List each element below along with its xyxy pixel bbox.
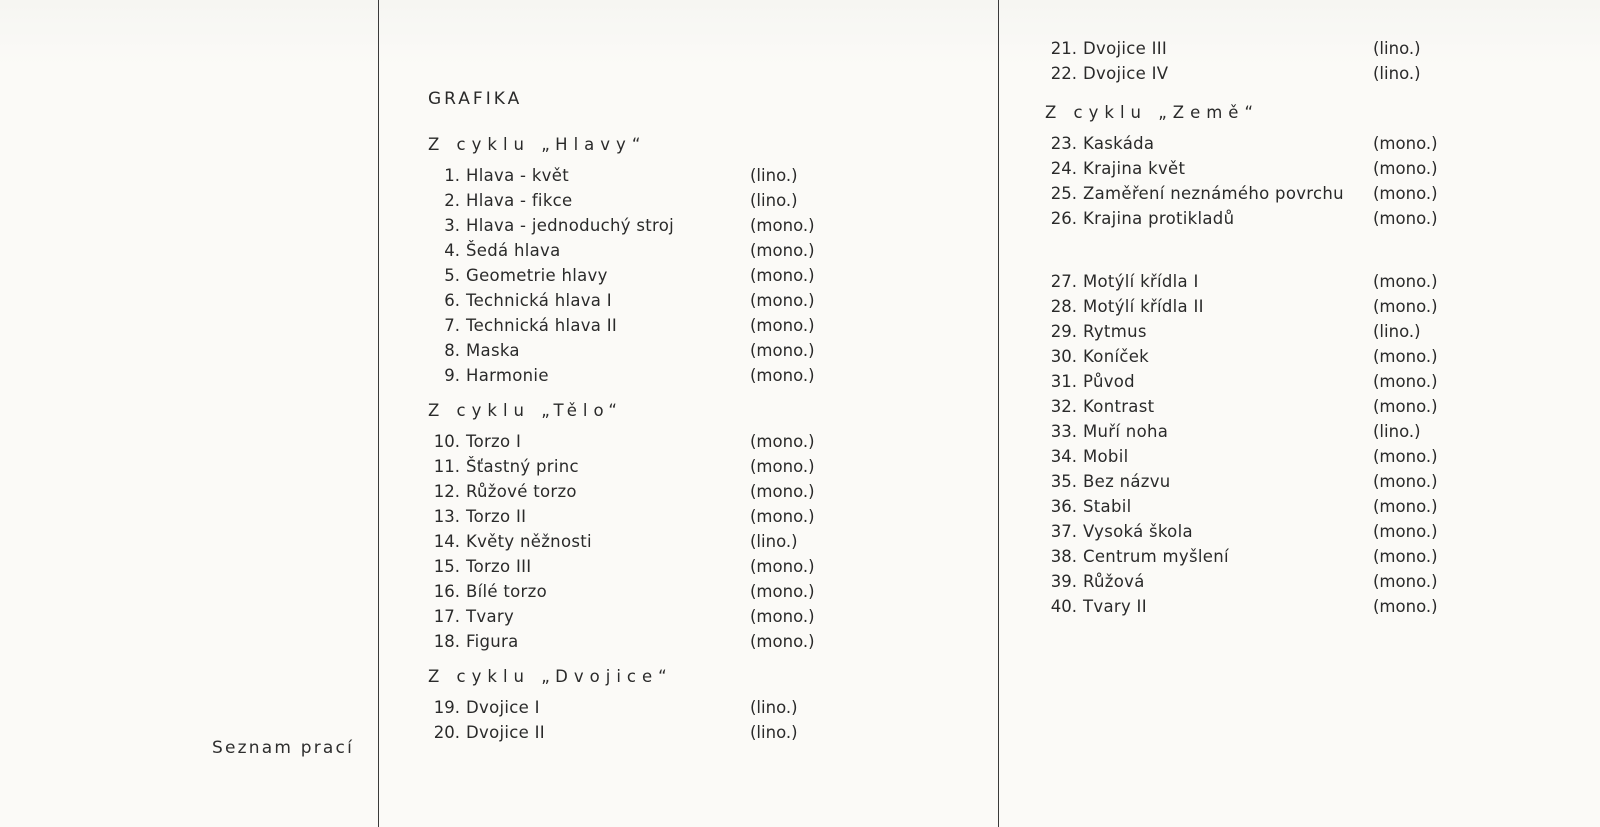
work-technique: (lino.) (1373, 322, 1421, 341)
work-number: 31. (1050, 372, 1077, 391)
work-technique: (mono.) (750, 216, 815, 235)
work-list-item (1045, 294, 1465, 319)
work-list-item (1045, 419, 1465, 444)
work-technique: (mono.) (1373, 472, 1438, 491)
work-title: Původ (1083, 372, 1135, 391)
work-list-item (428, 504, 848, 529)
work-title: Růžová (1083, 572, 1145, 591)
work-title: Torzo III (466, 557, 532, 576)
work-technique: (mono.) (1373, 347, 1438, 366)
work-number: 10. (433, 432, 460, 451)
work-list-item (428, 454, 848, 479)
cycle-section (428, 132, 848, 388)
work-list-item (1045, 206, 1465, 231)
work-number: 19. (433, 698, 460, 717)
work-number: 29. (1050, 322, 1077, 341)
work-list-item (428, 579, 848, 604)
work-number: 2. (444, 191, 460, 210)
cycle-section (428, 398, 848, 654)
work-technique: (lino.) (1373, 422, 1421, 441)
work-number: 24. (1050, 159, 1077, 178)
work-list-item (1045, 369, 1465, 394)
work-number: 9. (444, 366, 460, 385)
work-list-item (428, 363, 848, 388)
work-list-item (428, 163, 848, 188)
column-divider-right (998, 0, 999, 827)
work-technique: (mono.) (1373, 447, 1438, 466)
work-number: 25. (1050, 184, 1077, 203)
cycle-continuation (1045, 36, 1465, 86)
work-title: Muří noha (1083, 422, 1169, 441)
work-title: Mobil (1083, 447, 1129, 466)
work-technique: (lino.) (750, 191, 798, 210)
work-number: 30. (1050, 347, 1077, 366)
work-list-item (428, 338, 848, 363)
work-list-item (1045, 444, 1465, 469)
work-title: Motýlí křídla I (1083, 272, 1199, 291)
work-title: Dvojice IV (1083, 64, 1169, 83)
work-title: Bez názvu (1083, 472, 1171, 491)
work-title: Harmonie (466, 366, 549, 385)
work-technique: (mono.) (750, 366, 815, 385)
work-technique: (mono.) (750, 457, 815, 476)
work-technique: (mono.) (1373, 297, 1438, 316)
work-list-item (1045, 269, 1465, 294)
work-title: Hlava - jednoduchý stroj (466, 216, 675, 235)
work-list-item (428, 238, 848, 263)
work-number: 21. (1050, 39, 1077, 58)
work-list-item (428, 213, 848, 238)
work-list-item (1045, 36, 1465, 61)
work-number: 1. (444, 166, 460, 185)
work-list-item (1045, 156, 1465, 181)
work-title: Vysoká škola (1083, 522, 1193, 541)
work-technique: (mono.) (1373, 522, 1438, 541)
work-title: Krajina květ (1083, 159, 1186, 178)
work-title: Dvojice I (466, 698, 540, 717)
work-number: 27. (1050, 272, 1077, 291)
work-number: 37. (1050, 522, 1077, 541)
work-number: 8. (444, 341, 460, 360)
work-technique: (mono.) (1373, 159, 1438, 178)
work-number: 38. (1050, 547, 1077, 566)
work-list-item (428, 479, 848, 504)
work-title: Technická hlava I (466, 291, 612, 310)
work-number: 39. (1050, 572, 1077, 591)
work-title: Krajina protikladů (1083, 209, 1235, 228)
work-title: Květy něžnosti (466, 532, 592, 551)
work-title: Dvojice III (1083, 39, 1168, 58)
work-technique: (mono.) (750, 557, 815, 576)
cycle-section (428, 664, 848, 745)
cycle-heading: Z cyklu „Země“ (1045, 103, 1260, 122)
work-list-item (1045, 131, 1465, 156)
work-technique: (mono.) (750, 291, 815, 310)
work-title: Kontrast (1083, 397, 1155, 416)
work-technique: (mono.) (750, 341, 815, 360)
work-technique: (lino.) (750, 532, 798, 551)
work-technique: (mono.) (750, 507, 815, 526)
works-list-right-column (1045, 36, 1465, 619)
work-title: Torzo II (466, 507, 527, 526)
work-technique: (lino.) (750, 166, 798, 185)
work-list-item (428, 429, 848, 454)
work-number: 34. (1050, 447, 1077, 466)
work-list-item (1045, 519, 1465, 544)
work-technique: (mono.) (1373, 272, 1438, 291)
works-list-left-column (428, 87, 848, 755)
work-list-item (428, 313, 848, 338)
work-list-item (428, 695, 848, 720)
work-title: Geometrie hlavy (466, 266, 608, 285)
work-number: 36. (1050, 497, 1077, 516)
cycle-heading: Z cyklu „Hlavy“ (428, 135, 647, 154)
work-number: 5. (444, 266, 460, 285)
cycle-heading: Z cyklu „Dvojice“ (428, 667, 673, 686)
work-number: 22. (1050, 64, 1077, 83)
list-gap (1045, 245, 1465, 269)
work-technique: (mono.) (1373, 397, 1438, 416)
work-title: Koníček (1083, 347, 1150, 366)
work-list-item (428, 288, 848, 313)
work-list-item (1045, 544, 1465, 569)
work-list-item (428, 720, 848, 745)
work-number: 35. (1050, 472, 1077, 491)
work-technique: (mono.) (750, 582, 815, 601)
work-title: Maska (466, 341, 520, 360)
work-number: 7. (444, 316, 460, 335)
work-title: Dvojice II (466, 723, 545, 742)
work-list-item (428, 629, 848, 654)
work-list-item (1045, 61, 1465, 86)
work-number: 33. (1050, 422, 1077, 441)
work-number: 4. (444, 241, 460, 260)
work-list-item (1045, 344, 1465, 369)
work-number: 40. (1050, 597, 1077, 616)
cycle-items (1045, 131, 1465, 231)
work-number: 3. (444, 216, 460, 235)
work-technique: (mono.) (1373, 134, 1438, 153)
work-list-item (1045, 494, 1465, 519)
work-number: 18. (433, 632, 460, 651)
work-technique: (mono.) (1373, 184, 1438, 203)
work-title: Hlava - fikce (466, 191, 573, 210)
work-number: 6. (444, 291, 460, 310)
cycle-heading: Z cyklu „Tělo“ (428, 401, 623, 420)
work-title: Růžové torzo (466, 482, 577, 501)
cycle-sections (428, 132, 848, 745)
work-technique: (mono.) (750, 632, 815, 651)
section-title: GRAFIKA (428, 89, 523, 109)
work-list-item (1045, 181, 1465, 206)
work-list-item (1045, 319, 1465, 344)
work-title: Zaměření neznámého povrchu (1083, 184, 1344, 203)
work-technique: (lino.) (750, 723, 798, 742)
work-technique: (mono.) (1373, 497, 1438, 516)
work-number: 28. (1050, 297, 1077, 316)
work-title: Tvary (466, 607, 515, 626)
work-number: 17. (433, 607, 460, 626)
work-title: Figura (466, 632, 519, 651)
work-list-item (1045, 594, 1465, 619)
work-list-item (1045, 394, 1465, 419)
page-caption: Seznam prací (212, 738, 354, 758)
work-title: Bílé torzo (466, 582, 547, 601)
work-technique: (mono.) (1373, 547, 1438, 566)
work-technique: (mono.) (750, 607, 815, 626)
work-number: 16. (433, 582, 460, 601)
column-divider-left (378, 0, 379, 827)
work-list-item (428, 529, 848, 554)
work-technique: (mono.) (750, 266, 815, 285)
work-number: 26. (1050, 209, 1077, 228)
work-technique: (mono.) (750, 241, 815, 260)
work-technique: (lino.) (1373, 39, 1421, 58)
work-number: 13. (433, 507, 460, 526)
work-technique: (mono.) (750, 432, 815, 451)
work-list-item (428, 188, 848, 213)
work-title: Rytmus (1083, 322, 1147, 341)
work-list-item (428, 263, 848, 288)
work-technique: (lino.) (750, 698, 798, 717)
work-title: Technická hlava II (466, 316, 618, 335)
work-list-item (428, 554, 848, 579)
work-title: Centrum myšlení (1083, 547, 1229, 566)
work-technique: (mono.) (750, 316, 815, 335)
work-number: 23. (1050, 134, 1077, 153)
work-number: 11. (433, 457, 460, 476)
work-technique: (mono.) (1373, 597, 1438, 616)
work-title: Hlava - květ (466, 166, 569, 185)
work-number: 15. (433, 557, 460, 576)
uncategorized-works-list (1045, 269, 1465, 619)
work-technique: (mono.) (1373, 372, 1438, 391)
work-list-item (1045, 569, 1465, 594)
work-list-item (1045, 469, 1465, 494)
work-technique: (lino.) (1373, 64, 1421, 83)
work-number: 20. (433, 723, 460, 742)
work-number: 12. (433, 482, 460, 501)
work-number: 14. (433, 532, 460, 551)
work-title: Motýlí křídla II (1083, 297, 1204, 316)
work-list-item (428, 604, 848, 629)
work-title: Stabil (1083, 497, 1132, 516)
work-technique: (mono.) (750, 482, 815, 501)
cycle-section-zeme (1045, 100, 1465, 231)
work-number: 32. (1050, 397, 1077, 416)
work-technique: (mono.) (1373, 209, 1438, 228)
work-title: Kaskáda (1083, 134, 1155, 153)
work-title: Torzo I (466, 432, 522, 451)
work-technique: (mono.) (1373, 572, 1438, 591)
work-title: Tvary II (1083, 597, 1147, 616)
work-title: Šťastný princ (466, 457, 579, 476)
work-title: Šedá hlava (466, 241, 561, 260)
